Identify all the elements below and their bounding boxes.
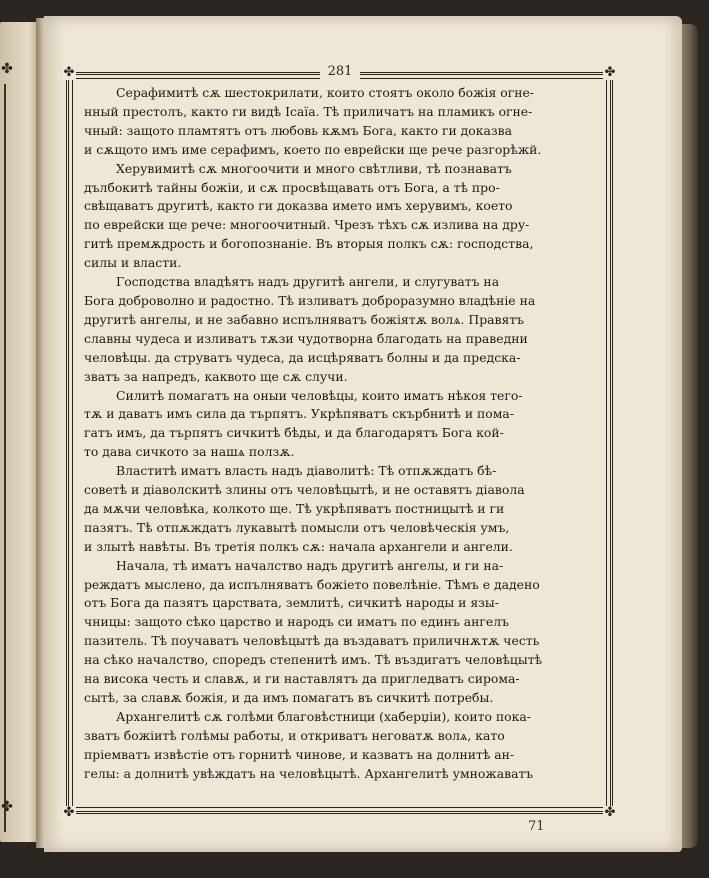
page-footer-number: 71: [528, 819, 545, 834]
text-line: другитѣ ангелы, и не забавно испълняватъ божіятѫ волѧ. Правятъ: [84, 311, 525, 327]
text-line: и сѫщото имъ име серафимъ, което по еврейски ще рече разгорѣжй.: [84, 141, 542, 157]
ornament-icon: ✤: [1, 61, 13, 77]
text-line: на сѣко началство, споредъ степенитѣ имъ. Тѣ въздигатъ человѣцытѣ: [84, 652, 543, 668]
corner-ornament-icon: ✤: [63, 805, 75, 820]
previous-page-border-rule: [4, 84, 6, 832]
paragraph: [84, 387, 599, 463]
text-line: дълбокитѣ тайны божіи, и сѫ просвѣщавать отъ Бога, а тѣ про-: [84, 179, 500, 195]
text-line: гелы: а долнитѣ увѣждатъ на человѣцытѣ. Архангелитѣ умножаватъ: [84, 765, 534, 781]
text-line: зватъ за напредъ, каквото ще сѫ случи.: [84, 368, 348, 384]
text-line: пріемватъ извѣстіе отъ горнитѣ чинове, и казватъ на долнитѣ ан-: [84, 746, 515, 762]
text-line: и злытѣ навѣты. Въ третія полкъ сѫ: начала архангели и ангели.: [84, 538, 513, 554]
text-line: Серафимитѣ сѫ шестокрилати, които стоятъ около божія огне-: [116, 85, 534, 100]
text-line: сытѣ, за славѫ божія, и да имъ помагатъ въ сичкитѣ потребы.: [84, 690, 494, 705]
text-line: тѫ и даватъ имъ сила да търпятъ. Укрѣпяватъ скърбнитѣ и пома-: [84, 406, 514, 422]
text-line: Архангелитѣ сѫ голѣми благовѣстници (хаберџіи), които пока-: [116, 708, 531, 724]
text-line: то дава сичкото за нашѧ ползѫ.: [84, 444, 295, 460]
page-text-body: [84, 84, 599, 784]
page-header-number: 281: [320, 64, 360, 80]
ornament-icon: ✤: [1, 799, 13, 815]
text-line: Господства владѣятъ надъ другитѣ ангели, и слугуватъ на: [116, 274, 500, 290]
text-line: чницы: защото сѣко царство и народъ си иматъ по единъ ангелъ: [84, 614, 510, 630]
text-line: пазятъ. Тѣ отпѫждатъ лукавытѣ помысли отъ человѣческія умъ,: [84, 519, 510, 535]
corner-ornament-icon: ✤: [604, 805, 616, 820]
text-line: славны чудеса и изливатъ тѫзи чудотворна благодать на праведни: [84, 330, 528, 346]
text-line: зватъ божіитѣ голѣмы работы, и откриватъ неговатѫ волѧ, като: [84, 727, 505, 743]
paragraph: [84, 557, 599, 708]
text-line: Херувимитѣ сѫ многоочити и много свѣтливи, тѣ познаватъ: [116, 160, 512, 176]
text-line: Бога доброволно и радостно. Тѣ изливатъ доброразумно владѣніе на: [84, 292, 536, 308]
text-line: отъ Бога да пазятъ царствата, землитѣ, сичкитѣ народы и язы-: [84, 595, 499, 611]
text-line: силы и власти.: [84, 255, 182, 271]
paragraph: [84, 84, 599, 160]
text-line: по еврейски ще рече: многоочитный. Чрезъ тѣхъ сѫ излива на дру-: [84, 217, 530, 233]
text-line: Силитѣ помагатъ на оныи человѣцы, които иматъ нѣкоя тего-: [116, 387, 523, 403]
text-line: свѣщаватъ другитѣ, както ги доказва името имъ херувимъ, което: [84, 198, 513, 214]
text-line: на висока честь и славѫ, и ги наставлятъ да пригледватъ сирома-: [84, 671, 520, 687]
text-line: гитѣ премѫдрость и богопознаніе. Въ вторыя полкъ сѫ: господства,: [84, 236, 534, 252]
paragraph: [84, 462, 599, 557]
paragraph: [84, 160, 599, 273]
corner-ornament-icon: ✤: [63, 65, 75, 80]
text-line: чный: защото пламтятъ отъ любовь кѫмъ Бога, както ги доказва: [84, 122, 513, 138]
text-line: гатъ имъ, да търпятъ сичкитѣ бѣды, и да благодарятъ Бога кой-: [84, 425, 504, 441]
corner-ornament-icon: ✤: [604, 65, 616, 80]
text-line: Властитѣ иматъ власть надъ діаволитѣ: Тѣ отпѫждатъ бѣ-: [116, 463, 497, 479]
text-line: Начала, тѣ иматъ началство надъ другитѣ ангелы, и ги на-: [116, 557, 504, 573]
text-line: нный престолъ, както ги видѣ Ісаїа. Тѣ приличатъ на пламикъ огне-: [84, 103, 533, 119]
paragraph: [84, 273, 599, 386]
previous-page-edge: [0, 22, 40, 842]
text-line: человѣцы. да струватъ чудеса, да исцѣряватъ болны и да предска-: [84, 349, 521, 365]
paragraph: [84, 708, 599, 784]
text-line: советѣ и діаволскитѣ злины отъ человѣцытѣ, и не оставятъ діавола: [84, 482, 525, 498]
text-line: да мѫчи человѣка, колкото ще. Тѣ укрѣпяватъ постницытѣ и ги: [84, 500, 505, 516]
text-line: пазитель. Тѣ поучаватъ человѣцытѣ да въздаватъ приличнѫтѫ честь: [84, 633, 540, 649]
text-line: реждатъ мысленo, да испълняватъ божіето повелѣніе. Тѣмъ е дадено: [84, 576, 540, 592]
